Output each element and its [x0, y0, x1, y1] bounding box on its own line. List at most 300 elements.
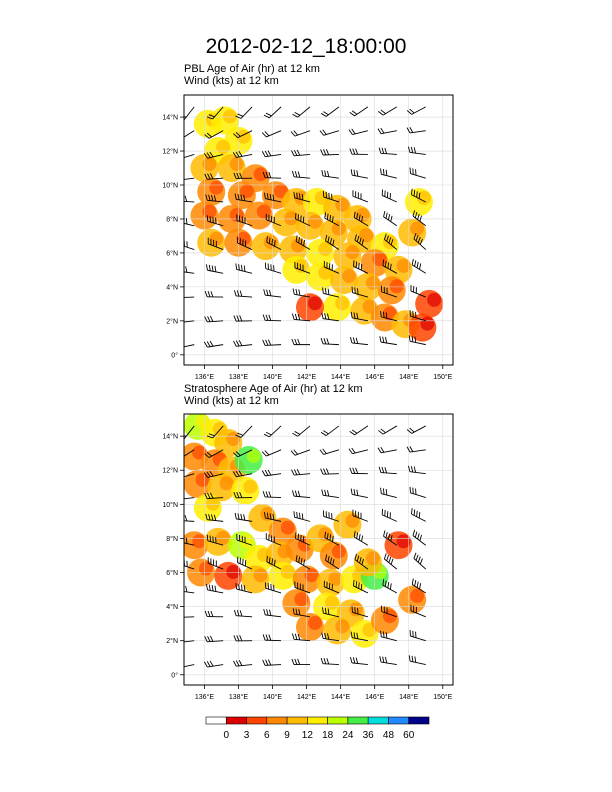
field-cell-core [366, 551, 380, 565]
wind-barb-flag [205, 611, 207, 617]
wind-barb-flag [295, 171, 297, 177]
wind-barb-flag [417, 582, 418, 588]
wind-barb-flag [321, 113, 326, 116]
field-cell-core [420, 317, 434, 331]
wind-barb-flag [263, 660, 265, 665]
wind-barb-flag [212, 585, 213, 591]
wind-barb-flag [328, 289, 329, 295]
x-tick-label: 140°E [262, 374, 283, 381]
wind-barb-flag [298, 339, 300, 345]
wind-barb-flag [381, 110, 386, 114]
wind-barb-flag [269, 315, 271, 321]
wind-barb-flag [378, 129, 381, 134]
wind-barb-flag [299, 513, 300, 519]
x-tick-label: 148°E [399, 694, 419, 701]
x-tick-label: 144°E [331, 694, 351, 701]
wind-barb-flag [419, 512, 420, 518]
wind-barb-flag [321, 469, 323, 475]
wind-barb-flag [241, 514, 242, 520]
field-cell-core [219, 476, 233, 490]
wind-barb-flag [357, 490, 358, 496]
wind-barb-flag [302, 194, 303, 200]
pbl-panel [162, 63, 453, 381]
wind-barb-flag [383, 337, 384, 343]
wind-barb-flag [383, 488, 384, 494]
wind-barb-flag [236, 263, 237, 269]
wind-barb-flag [381, 429, 386, 433]
wind-barb-flag [292, 433, 297, 436]
wind-barb-flag [178, 154, 182, 159]
wind-barb [181, 131, 195, 139]
wind-barb [178, 178, 194, 180]
wind-barb-flag [266, 432, 271, 435]
wind-barb-flag [407, 110, 412, 114]
field-cell-core [345, 245, 359, 259]
y-tick-label: 4°N [166, 604, 178, 612]
wind-barb-flag [352, 448, 355, 453]
wind-barb-flag [415, 656, 416, 662]
wind-barb-flag [383, 169, 384, 175]
wind-barb-flag [264, 115, 269, 118]
wind-barb-flag [416, 555, 418, 561]
wind-barb-flag [233, 341, 236, 346]
wind-barb-flag [378, 111, 383, 115]
colorbar-label: 24 [342, 730, 354, 741]
wind-barb-flag [323, 149, 325, 155]
wind-barb-flag [235, 513, 236, 519]
wind-barb-flag [291, 451, 295, 456]
wind-barb-flag [185, 196, 187, 202]
colorbar-swatch [247, 717, 267, 724]
wind-barb-flag [266, 113, 271, 116]
pbl-title: PBL Age of Air (hr) at 12 km [184, 63, 320, 75]
stratosphere-field [180, 412, 426, 648]
wind-barb-flag [356, 581, 357, 587]
stratosphere-panel [162, 383, 453, 701]
wind-barb-flag [234, 290, 236, 296]
wind-barb-flag [295, 112, 300, 115]
wind-barb-flag [210, 341, 213, 346]
colorbar-swatch [368, 717, 388, 724]
wind-barb-flag [350, 337, 352, 343]
y-tick-label: 8°N [166, 535, 178, 543]
wind-barb-flag [295, 431, 300, 434]
wind-barb-flag [378, 448, 381, 453]
wind-barb-flag [420, 216, 422, 222]
wind-barb-flag [186, 586, 187, 592]
wind-barb-flag [324, 658, 326, 664]
wind-barb-flag [266, 635, 268, 641]
wind-barb-flag [410, 428, 415, 432]
wind-barb-flag [356, 338, 358, 344]
wind-barb-flag [269, 610, 270, 616]
wind-barb-flag [233, 661, 236, 666]
field-cell-core [308, 215, 322, 229]
wind-barb-flag [178, 453, 183, 457]
wind-barb-flag [264, 289, 265, 295]
wind-barb-flag [412, 508, 413, 514]
wind-barb-flag [294, 192, 295, 198]
field-cell-core [359, 228, 373, 242]
wind-barb-flag [291, 132, 295, 137]
field-cell-core [254, 568, 268, 582]
wind-barb-flag [179, 612, 181, 618]
wind-barb-flag [411, 147, 412, 153]
y-tick-label: 0° [171, 672, 178, 680]
field-cell-core [254, 167, 268, 181]
x-tick-label: 136°E [194, 374, 215, 381]
wind-barb-flag [293, 288, 294, 294]
wind-barb-flag [351, 489, 352, 495]
wind-barb-flag [420, 264, 421, 270]
colorbar-label: 18 [322, 730, 334, 741]
wind-barb-flag [320, 450, 324, 455]
wind-barb-flag [412, 656, 413, 662]
wind-barb-flag [357, 170, 358, 176]
wind-barb-flag [379, 148, 381, 154]
wind-barb-flag [381, 168, 382, 174]
wind-barb-flag [180, 585, 181, 591]
x-tick-label: 150°E [433, 374, 453, 381]
wind-barb-flag [262, 471, 265, 476]
wind-barb-flag [295, 491, 297, 497]
wind-barb-flag [178, 662, 181, 667]
wind-barb-flag [407, 429, 412, 433]
wind-barb-flag [384, 553, 386, 559]
wind-barb-flag [215, 586, 216, 592]
wind-barb [178, 498, 194, 500]
wind-barb-flag [294, 511, 295, 517]
wind-barb-flag [361, 584, 362, 590]
wind-barb-flag [204, 342, 207, 347]
wind-barb-flag [241, 585, 242, 591]
wind-barb-flag [385, 657, 386, 663]
wind-barb-flag [380, 336, 381, 342]
wind-barb-flag [323, 449, 327, 454]
wind-barb-flag [294, 450, 298, 455]
wind-barb-flag [321, 658, 323, 664]
x-tick-label: 146°E [365, 694, 385, 701]
wind-barb-flag [322, 489, 323, 495]
field-cell-core [294, 592, 308, 606]
field-cell-core [226, 565, 240, 579]
y-tick-label: 6°N [166, 570, 178, 578]
wind-barb-flag [176, 515, 178, 521]
wind-barb-flag [209, 265, 210, 271]
wind-barb [179, 245, 194, 250]
colorbar-swatch [307, 717, 327, 724]
wind-barb-flag [391, 559, 393, 565]
wind-barb-flag [324, 338, 326, 344]
wind-barb-flag [262, 151, 265, 156]
y-tick-label: 4°N [166, 284, 178, 292]
wind-barb-flag [350, 112, 355, 115]
wind-barb-flag [211, 291, 213, 297]
colorbar-swatch [409, 717, 429, 724]
wind-barb-flag [266, 340, 268, 345]
wind-barb-flag [320, 131, 324, 136]
wind-barb [178, 201, 194, 202]
wind-barb-flag [349, 130, 352, 135]
field-cell-core [335, 619, 349, 633]
wind-barb-flag [267, 290, 268, 296]
wind-barb-flag [208, 291, 210, 297]
wind-barb-flag [352, 129, 355, 134]
colorbar-label: 60 [403, 730, 415, 741]
x-tick-label: 150°E [433, 694, 453, 701]
wind-barb-flag [238, 513, 239, 519]
wind-barb-flag [327, 658, 329, 664]
wind-barb-flag [299, 193, 300, 199]
y-tick-label: 14°N [162, 114, 178, 122]
y-tick-label: 8°N [166, 216, 178, 224]
field-cell-core [230, 157, 244, 171]
wind-barb-flag [268, 660, 270, 665]
wind-barb-flag [175, 343, 178, 348]
wind-barb-flag [262, 133, 266, 137]
wind-barb-flag [298, 172, 300, 178]
wind-barb-flag [265, 470, 268, 475]
wind-barb-flag [361, 264, 362, 270]
wind-barb-flag [325, 490, 326, 496]
wind-barb-flag [417, 511, 418, 517]
field-cell-core [366, 276, 380, 290]
wind-barb-flag [177, 265, 178, 271]
colorbar-swatch [226, 717, 246, 724]
wind-barb-flag [417, 262, 418, 268]
wind-barb-flag [410, 127, 413, 132]
wind-barb [179, 154, 194, 159]
wind-barb-flag [298, 491, 300, 497]
wind-barb-flag [386, 489, 387, 495]
stratosphere-title: Stratosphere Age of Air (hr) at 12 km [184, 383, 363, 395]
wind-barb-flag [381, 128, 384, 133]
wind-barb-flag [292, 339, 294, 345]
wind-barb-flag [356, 468, 358, 474]
x-tick-label: 138°E [228, 694, 249, 701]
wind-barb-flag [420, 583, 421, 589]
wind-barb-flag [418, 557, 420, 563]
wind-barb-flag [409, 655, 410, 661]
colorbar-swatch [328, 717, 348, 724]
wind-barb-flag [175, 663, 178, 668]
wind-barb-flag [389, 557, 391, 563]
field-cell-core [410, 222, 424, 236]
field-cell-core [223, 109, 237, 123]
wind-barb-flag [292, 490, 294, 496]
wind-barb-flag [176, 494, 179, 499]
wind-barb-flag [178, 494, 181, 499]
wind-barb-flag [204, 662, 207, 667]
wind-barb-flag [388, 582, 389, 588]
wind-barb-flag [176, 292, 178, 298]
colorbar-swatch [388, 717, 408, 724]
wind-barb-flag [244, 514, 245, 520]
wind-barb-flag [178, 174, 181, 179]
wind-barb-flag [411, 466, 412, 472]
field-cell-core [335, 296, 349, 310]
field-cell-core [226, 432, 240, 446]
wind-barb-flag [178, 134, 183, 138]
x-tick-label: 136°E [194, 694, 215, 701]
wind-barb-flag [412, 579, 413, 585]
wind-barb-flag [241, 265, 242, 271]
wind-barb-flag [353, 580, 354, 586]
wind-barb-flag [382, 467, 384, 473]
y-tick-label: 12°N [162, 467, 178, 475]
wind-barb-flag [359, 582, 360, 588]
wind-barb-flag [265, 131, 269, 135]
x-tick-label: 144°E [331, 374, 351, 381]
wind-barb-flag [239, 340, 242, 345]
wind-barb-flag [384, 530, 385, 536]
stratosphere-subtitle: Wind (kts) at 12 km [184, 395, 279, 407]
wind-barb-flag [205, 291, 207, 297]
wind-barb-flag [209, 585, 210, 591]
wind-barb-flag [262, 452, 266, 456]
wind-barb-flag [181, 217, 182, 223]
colorbar-swatch [348, 717, 368, 724]
wind-barb-flag [176, 195, 178, 201]
wind-barb-flag [234, 610, 236, 616]
wind-barb-flag [385, 337, 386, 343]
wind-barb-flag [264, 609, 265, 615]
field-cell-core [325, 596, 339, 610]
field-cell-core [308, 296, 322, 310]
wind-barb-flag [384, 211, 385, 217]
wind-barb-flag [176, 455, 181, 459]
wind-barb-flag [325, 171, 326, 177]
wind-barb-flag [327, 338, 329, 344]
wind-barb-flag [210, 661, 213, 666]
wind-barb-flag [321, 432, 326, 435]
wind-barb-flag [215, 266, 216, 272]
wind-barb-flag [295, 314, 297, 320]
colorbar-swatch [267, 717, 287, 724]
wind-barb-flag [321, 338, 323, 344]
wind-barb-flag [176, 136, 181, 140]
wind-barb [178, 297, 194, 298]
wind-barb-flag [178, 473, 182, 478]
pbl-field [190, 106, 443, 341]
y-tick-label: 0° [171, 352, 178, 360]
wind-barb-flag [415, 580, 416, 586]
wind-barb-flag [292, 171, 294, 177]
wind-barb-flag [383, 657, 384, 663]
wind-barb-flag [296, 289, 297, 295]
wind-barb-flag [263, 491, 265, 497]
colorbar-label: 3 [243, 730, 250, 741]
wind-barb-flag [414, 509, 415, 515]
y-tick-label: 6°N [166, 250, 178, 258]
wind-barb-flag [179, 515, 181, 521]
field-cell-core [345, 514, 359, 528]
field-cell-core [209, 181, 223, 195]
wind-barb-flag [185, 515, 187, 521]
colorbar [206, 717, 429, 741]
colorbar-label: 9 [284, 730, 290, 741]
colorbar-label: 48 [382, 730, 395, 741]
field-cell-core [294, 259, 308, 273]
wind-barb-flag [267, 609, 268, 615]
pbl-subtitle: Wind (kts) at 12 km [184, 75, 279, 87]
x-tick-label: 140°E [262, 694, 283, 701]
wind-barb-flag [297, 193, 298, 199]
wind-barb-flag [415, 532, 417, 538]
wind-barb-flag [354, 170, 355, 176]
wind-barb-flag [299, 289, 300, 295]
wind-barb-flag [379, 467, 381, 473]
wind-barb-flag [359, 534, 360, 540]
y-tick-label: 12°N [162, 148, 178, 156]
colorbar-label: 12 [301, 730, 313, 741]
wind-barb-flag [177, 585, 178, 591]
wind-barb-flag [413, 530, 415, 536]
wind-barb-flag [386, 532, 387, 538]
wind-barb-flag [297, 512, 298, 518]
wind-barb-flag [354, 489, 355, 495]
wind-barb-flag [326, 149, 328, 155]
wind-barb-flag [178, 317, 181, 322]
wind-barb-flag [414, 553, 416, 559]
wind-barb-flag [266, 660, 268, 665]
wind-barb-flag [390, 583, 391, 589]
wind-barb-flag [322, 170, 323, 176]
wind-barb-flag [353, 149, 355, 155]
wind-barb-flag [176, 612, 178, 618]
colorbar-swatch [287, 717, 307, 724]
wind-barb-flag [349, 449, 352, 454]
field-cell-core [240, 184, 254, 198]
wind-barb-flag [356, 658, 358, 664]
wind-barb-flag [269, 491, 271, 497]
wind-barb-flag [263, 315, 265, 321]
x-tick-label: 146°E [365, 374, 385, 381]
field-cell-core [281, 521, 295, 535]
wind-barb-flag [378, 430, 383, 434]
wind-barb-flag [178, 637, 181, 642]
wind-barb-flag [356, 149, 358, 155]
wind-barb-flag [415, 260, 416, 266]
wind-barb-flag [359, 263, 360, 269]
wind-barb-flag [387, 555, 389, 561]
wind-barb-flag [381, 488, 382, 494]
wind-barb-flag [295, 659, 297, 665]
wind-barb-flag [240, 315, 242, 321]
x-tick-label: 142°E [297, 374, 317, 381]
wind-barb-flag [295, 634, 297, 640]
wind-barb-flag [294, 131, 298, 136]
wind-barb-flag [265, 151, 268, 156]
field-cell-core [335, 198, 349, 212]
wind-barb-flag [240, 291, 242, 297]
field-cell-core [390, 279, 404, 293]
wind-barb-flag [410, 109, 415, 113]
wind-barb-flag [234, 316, 236, 322]
wind-barb-flag [178, 342, 181, 347]
wind-barb-flag [208, 611, 210, 617]
colorbar-label: 0 [223, 730, 230, 741]
x-tick-label: 148°E [399, 374, 419, 381]
wind-barb-flag [186, 266, 187, 272]
wind-barb-flag [240, 610, 242, 616]
wind-barb-flag [353, 337, 355, 343]
field-cell-core [216, 140, 230, 154]
wind-barb-flag [353, 468, 355, 474]
wind-barb-flag [356, 262, 357, 268]
wind-barb-flag [265, 451, 269, 455]
field-cell-core [216, 531, 230, 545]
